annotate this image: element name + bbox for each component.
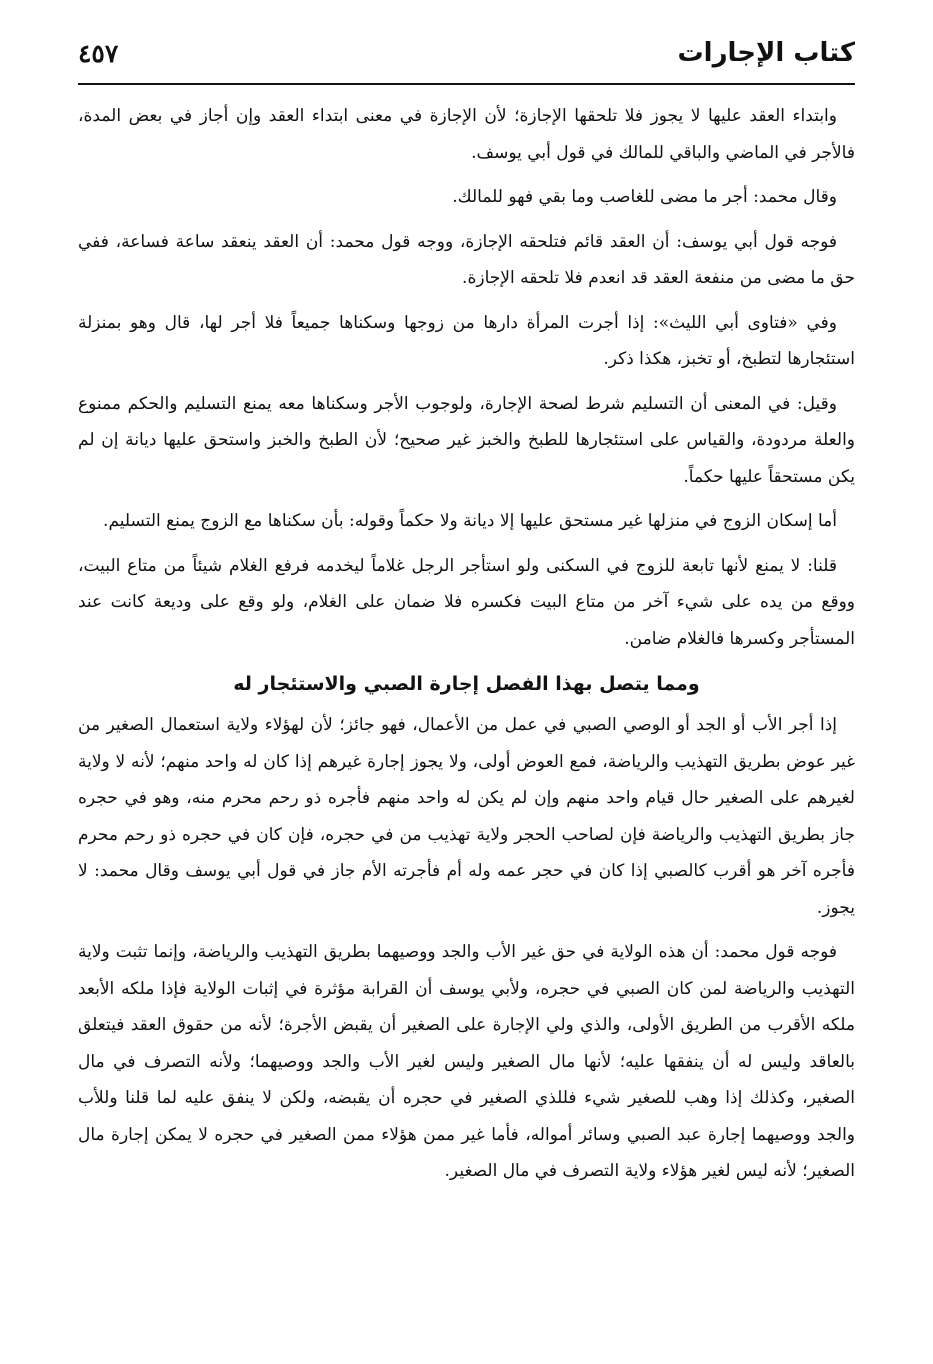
paragraph: أما إسكان الزوج في منزلها غير مستحق عليها إلا ديانة ولا حكماً وقوله: بأن سكناها مع الزوج يمنع التسليم.: [103, 511, 837, 531]
header-divider: [78, 83, 855, 85]
paragraph: فوجه قول أبي يوسف: أن العقد قائم فتلحقه الإجازة، ووجه قول محمد: أن العقد ينعقد ساعة فساعة، ففي حق ما مضى من منفعة العقد قد انعدم فلا تلحقه الإجازة.: [78, 231, 855, 288]
page-header: [78, 28, 855, 78]
paragraph: وقال محمد: أجر ما مضى للغاصب وما بقي فهو للمالك.: [452, 187, 837, 207]
running-title: كتاب الإجارات: [677, 38, 855, 68]
section-heading: ومما يتصل بهذا الفصل إجارة الصبي والاستئجار له: [233, 673, 700, 695]
page-body: [78, 98, 855, 1344]
paragraph: وابتداء العقد عليها لا يجوز فلا تلحقها الإجازة؛ لأن الإجازة في معنى ابتداء العقد وإن أجاز في بعض المدة، فالأجر في الماضي والباقي للمالك في قول أبي يوسف.: [78, 106, 855, 163]
paragraph: وقيل: في المعنى أن التسليم شرط لصحة الإجارة، ولوجوب الأجر وسكناها معه يمنع التسليم والحكم ممنوع والعلة مردودة، والقياس على استئجارها للطبخ والخبز غير صحيح؛ لأن الطبخ والخبز واستحق عليها ديانة إن لم يكن مستحقاً عليها حكماً.: [78, 393, 855, 487]
paragraph: قلنا: لا يمنع لأنها تابعة للزوج في السكنى ولو استأجر الرجل غلاماً ليخدمه فرفع الغلام شيئاً من متاع البيت، ووقع من يده على شيء آخر من متاع البيت فكسره فلا ضمان على الغلام، ولو وقع على وديعة كانت عند المستأجر وكسرها فالغلام ضامن.: [78, 555, 855, 649]
paragraph: وفي «فتاوى أبي الليث»: إذا أجرت المرأة دارها من زوجها وسكناها جميعاً فلا أجر لها، قال وهو بمنزلة استئجارها لتطبخ، أو تخبز، هكذا ذكر.: [78, 312, 855, 369]
paragraph: فوجه قول محمد: أن هذه الولاية في حق غير الأب والجد ووصيهما بطريق التهذيب والرياضة، وإنما تثبت ولاية التهذيب والرياضة لمن كان الصبي في حجره، ولأبي يوسف أن القرابة مؤثرة في إثبات الولاية فإذا ملكه الأبعد ملكه الأقرب من الطريق الأولى، والذي ولي الإجارة على الصغير أن يقبض الأجرة؛ لأنه من حقوق العقد فيتعلق بالعاقد وليس له أن ينفقها عليه؛ لأنها مال الصغير وليس لغير الأب والجد ووصيهما؛ ولأنه التصرف في مال الصغير، وكذلك إذا وهب للصغير شيء فللذي الصغير في حجره أن يقبضه، ولكن لا ينفق عليه لما قلنا وللأب والجد ووصيهما إجارة عبد الصبي وسائر أمواله، فأما غير ممن هؤلاء ممن الصغير في حجره لا يمكن إجارة مال الصغير؛ لأنه ليس لغير هؤلاء ولاية التصرف في مال الصغير.: [78, 942, 855, 1181]
paragraph: إذا أجر الأب أو الجد أو الوصي الصبي في عمل من الأعمال، فهو جائز؛ لأن لهؤلاء ولاية استعمال الصغير من غير عوض بطريق التهذيب والرياضة، فمع العوض أولى، ولا يجوز إجارة غيرهم إذا كان له واحد منهم؛ لأنه لا ولاية لغيرهم على الصغير حال قيام واحد منهم وإن لم يكن له واحد منهم فأجره ذو رحم محرم منه، وهو في حجره جاز بطريق التهذيب والرياضة فإن لصاحب الحجر ولاية تهذيب من في حجره، فإن كان في حجره ذو رحم محرم فأجره آخر هو أقرب كالصبي إذا كان في حجر عمه وله أم فأجرته الأم جاز في قول أبي يوسف وقال محمد: لا يجوز.: [78, 715, 855, 918]
page-number: ٤٥٧: [78, 38, 119, 68]
